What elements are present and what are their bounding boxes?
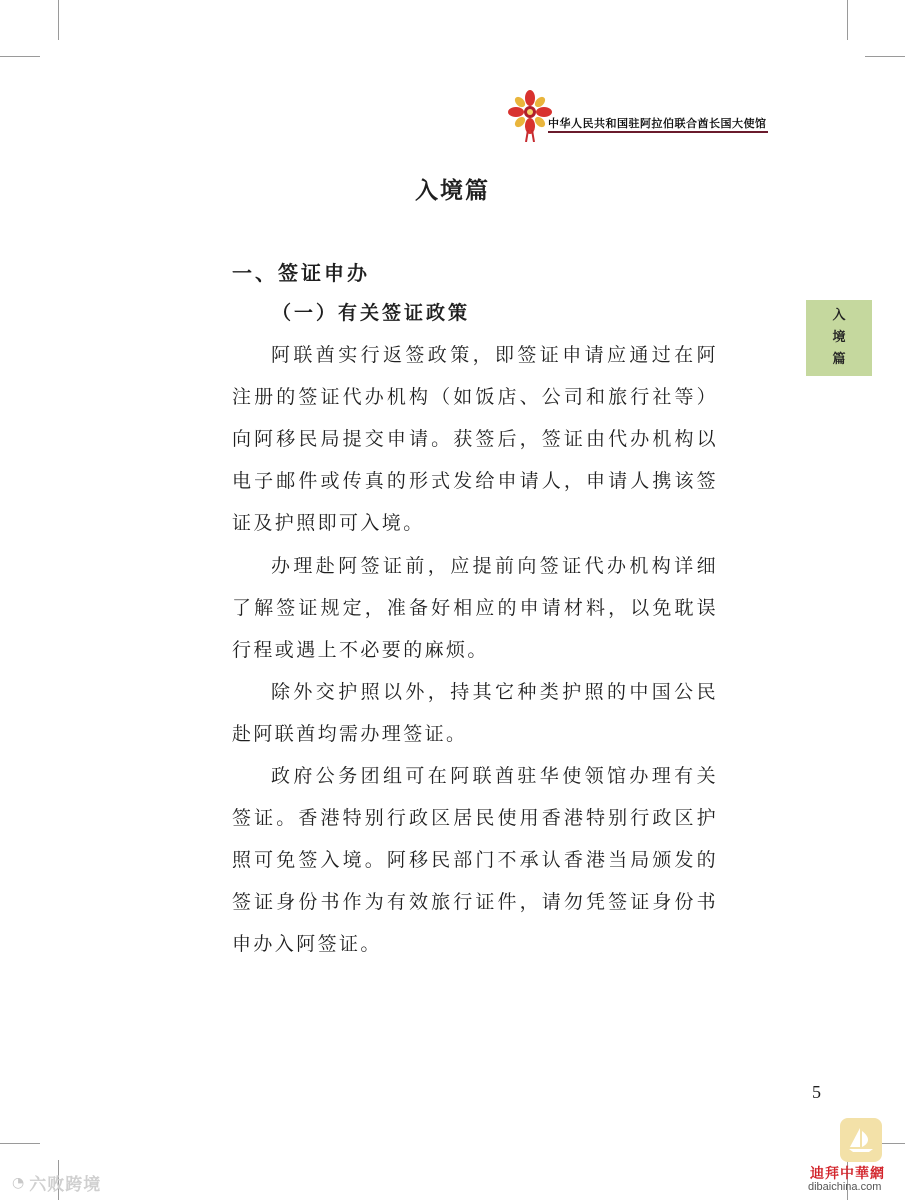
watermark-site-url: dibaichina.com [808, 1181, 882, 1193]
side-tab-char: 篇 [832, 352, 846, 367]
section-side-tab [806, 300, 872, 376]
side-tab-char: 入 [832, 308, 846, 323]
body-paragraph: 除外交护照以外，持其它种类护照的中国公民赴阿联酋均需办理签证。 [232, 681, 718, 745]
side-tab-char: 境 [832, 330, 846, 345]
watermark-left-text: 六败跨境 [29, 1175, 102, 1195]
section-heading: 一、签证申办 [232, 261, 370, 285]
crop-mark [0, 1143, 40, 1144]
weibo-eye-icon: ◔ [12, 1174, 26, 1191]
page-title: 入境篇 [415, 177, 490, 204]
crop-mark [58, 0, 59, 40]
crop-mark [847, 0, 848, 40]
body-paragraph: 阿联酋实行返签政策，即签证申请应通过在阿注册的签证代办机构（如饭店、公司和旅行社等）向阿移民局提交申请。获签后，签证由代办机构以电子邮件或传真的形式发给申请人，申请人携该签证及护照即可入境。 [232, 344, 718, 534]
subsection-heading: （一）有关签证政策 [272, 302, 471, 324]
watermark-site-name: 迪拜中華網 [810, 1166, 885, 1182]
embassy-flower-emblem-icon [506, 90, 554, 142]
header-divider [548, 131, 768, 133]
body-paragraph: 办理赴阿签证前，应提前向签证代办机构详细了解签证规定，准备好相应的申请材料，以免耽误行程或遇上不必要的麻烦。 [232, 555, 718, 661]
page-number: 5 [812, 1082, 821, 1102]
watermark-left [12, 1170, 101, 1195]
crop-mark [865, 56, 905, 57]
body-paragraph: 政府公务团组可在阿联酋驻华使领馆办理有关签证。香港特别行政区居民使用香港特别行政区护照可免签入境。阿移民部门不承认香港当局颁发的签证身份书作为有效旅行证件，请勿凭签证身份书申办入阿签证。 [232, 765, 718, 955]
embassy-name: 中华人民共和国驻阿拉伯联合酋长国大使馆 [548, 117, 767, 130]
sailboat-logo-icon [840, 1118, 882, 1162]
crop-mark [0, 56, 40, 57]
